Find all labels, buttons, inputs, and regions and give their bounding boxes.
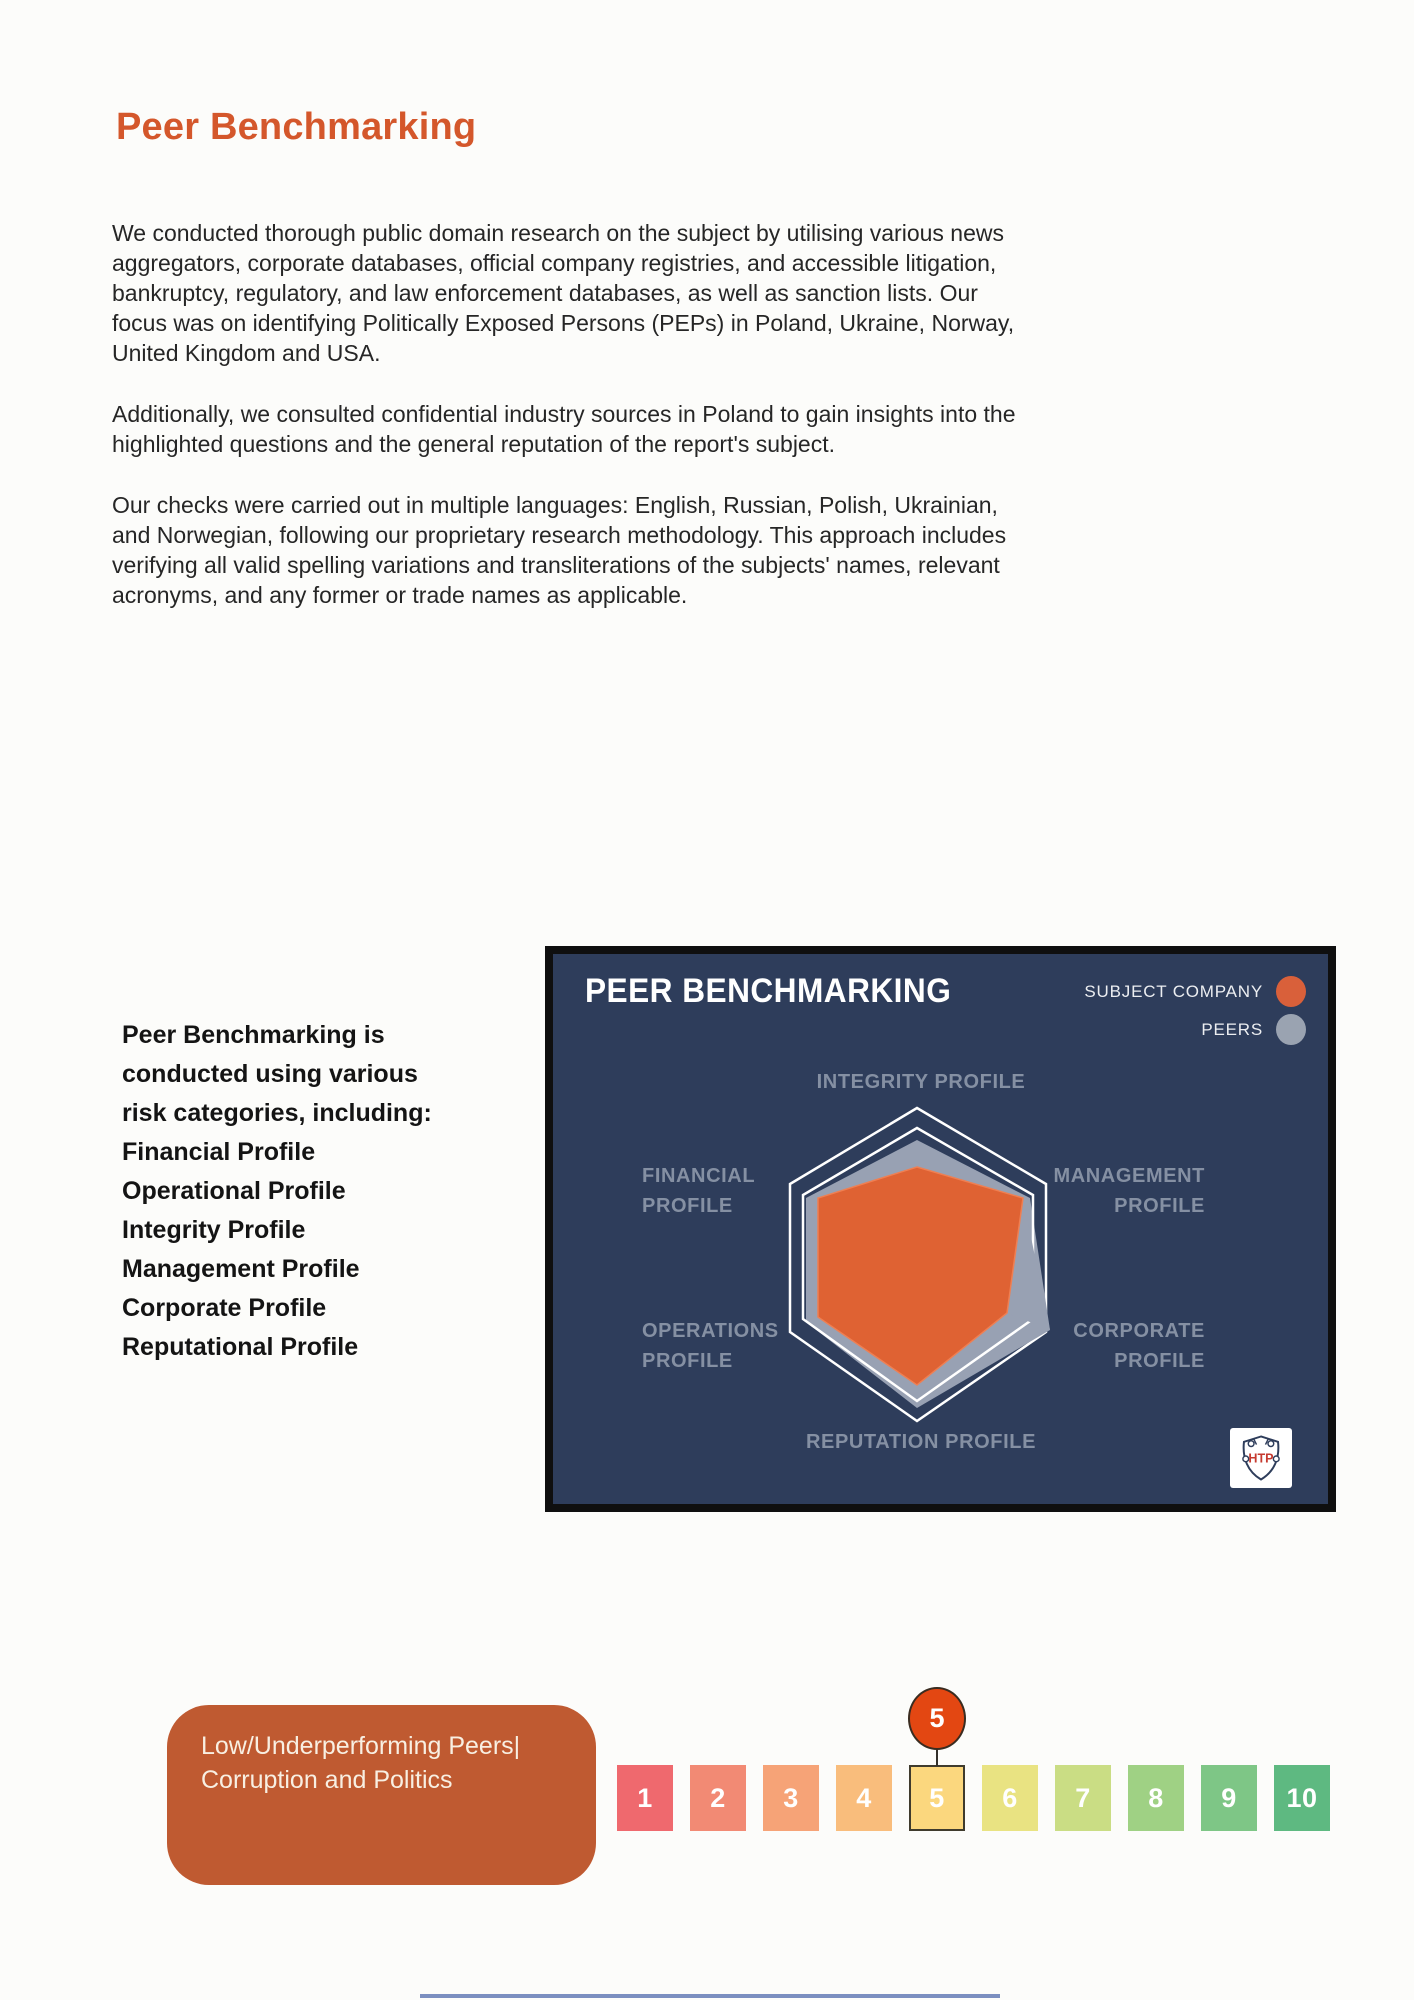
risk-categories-note [122,1016,467,1367]
scale-cell-3: 3 [763,1765,819,1831]
axis-label-corporate: PROFILE [1114,1350,1205,1372]
axis-label-operations: PROFILE [642,1350,733,1372]
scale-cell-9: 9 [1201,1765,1257,1831]
axis-label-management: MANAGEMENT [1053,1165,1205,1187]
axis-label-financial: PROFILE [642,1195,733,1217]
scale-cell-10: 10 [1274,1765,1330,1831]
footer-divider [420,1994,1000,1998]
paragraph-languages: Our checks were carried out in multiple languages: English, Russian, Polish, Ukrainian, and Norwegian, following our proprietary research methodology. This approach includes verifying all valid spelling variations and transliterations of the subjects' names, relevant acronyms, and any former or trade names as applicable. [112,492,1007,608]
axis-label-financial: FINANCIAL [642,1165,756,1187]
body-text [112,218,1024,641]
legend-label: SUBJECT COMPANY [1084,981,1263,1001]
risk-categories-intro: Peer Benchmarking is conducted using various risk categories, including: [122,1021,432,1127]
score-callout: Low/Underperforming Peers| Corruption and Politics [167,1705,596,1885]
risk-category-item: Operational Profile [122,1177,346,1205]
axis-label-reputation: REPUTATION PROFILE [805,1431,1037,1453]
htp-logo [1230,1428,1292,1488]
paragraph-research-scope: We conducted thorough public domain research on the subject by utilising various news aggregators, corporate databases, official company registries, and accessible litigation, bankruptcy, regulatory, and law enforcement databases, as well as sanction lists. Our focus was on identifying Politically Exposed Persons (PEPs) in Poland, Ukraine, Norway, United Kingdom and USA. [112,220,1015,366]
radar-chart [553,954,1328,1504]
axis-label-management: PROFILE [1114,1195,1205,1217]
score-marker: 5 [908,1687,966,1750]
scale-cell-4: 4 [836,1765,892,1831]
score-scale [617,1765,1330,1831]
scale-cell-1: 1 [617,1765,673,1831]
scale-cell-8: 8 [1128,1765,1184,1831]
score-marker-line [936,1748,938,1766]
risk-category-item: Corporate Profile [122,1294,327,1322]
scale-cell-6: 6 [982,1765,1038,1831]
htp-logo-text: HTP [1248,1451,1274,1466]
risk-category-item: Financial Profile [122,1138,316,1166]
risk-category-item: Management Profile [122,1255,360,1283]
shield-icon [1234,1432,1288,1484]
peer-benchmarking-panel [545,946,1336,1512]
paragraph-industry-sources: Additionally, we consulted confidential industry sources in Poland to gain insights into the highlighted questions and the general reputation of the report's subject. [112,401,1016,457]
scale-cell-7: 7 [1055,1765,1111,1831]
risk-category-item: Reputational Profile [122,1333,359,1361]
panel-title: PEER BENCHMARKING [585,972,952,1010]
legend-label: PEERS [1201,1019,1263,1039]
axis-label-corporate: CORPORATE [1073,1320,1205,1342]
axis-label-integrity: INTEGRITY PROFILE [816,1071,1026,1093]
axis-label-operations: OPERATIONS [642,1320,779,1342]
scale-cell-5-selected: 5 [909,1765,965,1831]
page-title: Peer Benchmarking [116,106,477,148]
scale-cell-2: 2 [690,1765,746,1831]
risk-category-item: Integrity Profile [122,1216,306,1244]
